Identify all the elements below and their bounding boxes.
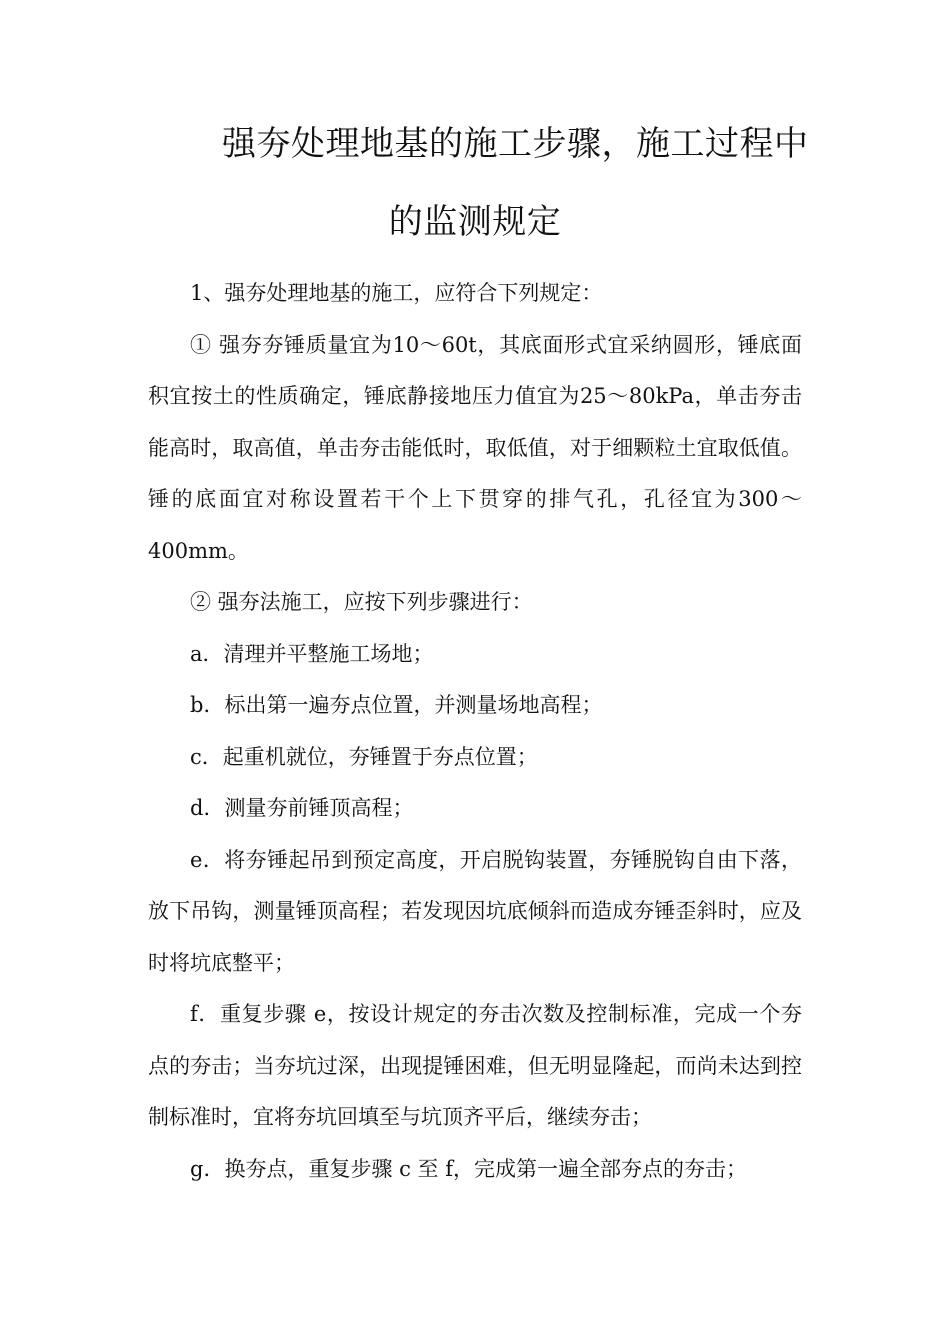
document-body: [148, 268, 802, 1195]
paragraph-step-e: e．将夯锤起吊到预定高度，开启脱钩装置，夯锤脱钩自由下落，放下吊钩，测量锤顶高程；若发现因坑底倾斜而造成夯锤歪斜时，应及时将坑底整平；: [148, 847, 802, 975]
paragraph-step-b: b．标出第一遍夯点位置，并测量场地高程；: [190, 693, 603, 717]
paragraph-step-d: d．测量夯前锤顶高程；: [190, 796, 414, 820]
paragraph-step-g: g．换夯点，重复步骤 c 至 f，完成第一遍全部夯点的夯击；: [190, 1156, 748, 1181]
document-title-line-2: 的监测规定: [388, 202, 562, 242]
paragraph-step-a: a．清理并平整施工场地；: [190, 641, 434, 666]
paragraph-hammer-specification: ① 强夯夯锤质量宜为10～60t，其底面形式宜采纳圆形，锤底面积宜按土的性质确定，锤底静接地压力值宜为25～80kPa，单击夯击能高时，取高值，单击夯击能低时，取低值，对于细颗粒土宜取低值。锤的底面宜对称设置若干个上下贯穿的排气孔，孔径宜为300～400mm。: [148, 332, 802, 563]
paragraph-construction-rules: 1、强夯处理地基的施工，应符合下列规定：: [190, 281, 603, 305]
paragraph-steps-intro: ② 强夯法施工，应按下列步骤进行：: [190, 590, 533, 614]
document-title-line-1: 强夯处理地基的施工步骤，施工过程中: [222, 124, 809, 164]
paragraph-step-c: c．起重机就位，夯锤置于夯点位置；: [190, 744, 538, 769]
paragraph-step-f: f．重复步骤 e，按设计规定的夯击次数及控制标准，完成一个夯点的夯击；当夯坑过深，出现提锤困难，但无明显隆起，而尚未达到控制标准时，宜将夯坑回填至与坑顶齐平后，继续夯击；: [148, 1002, 802, 1129]
